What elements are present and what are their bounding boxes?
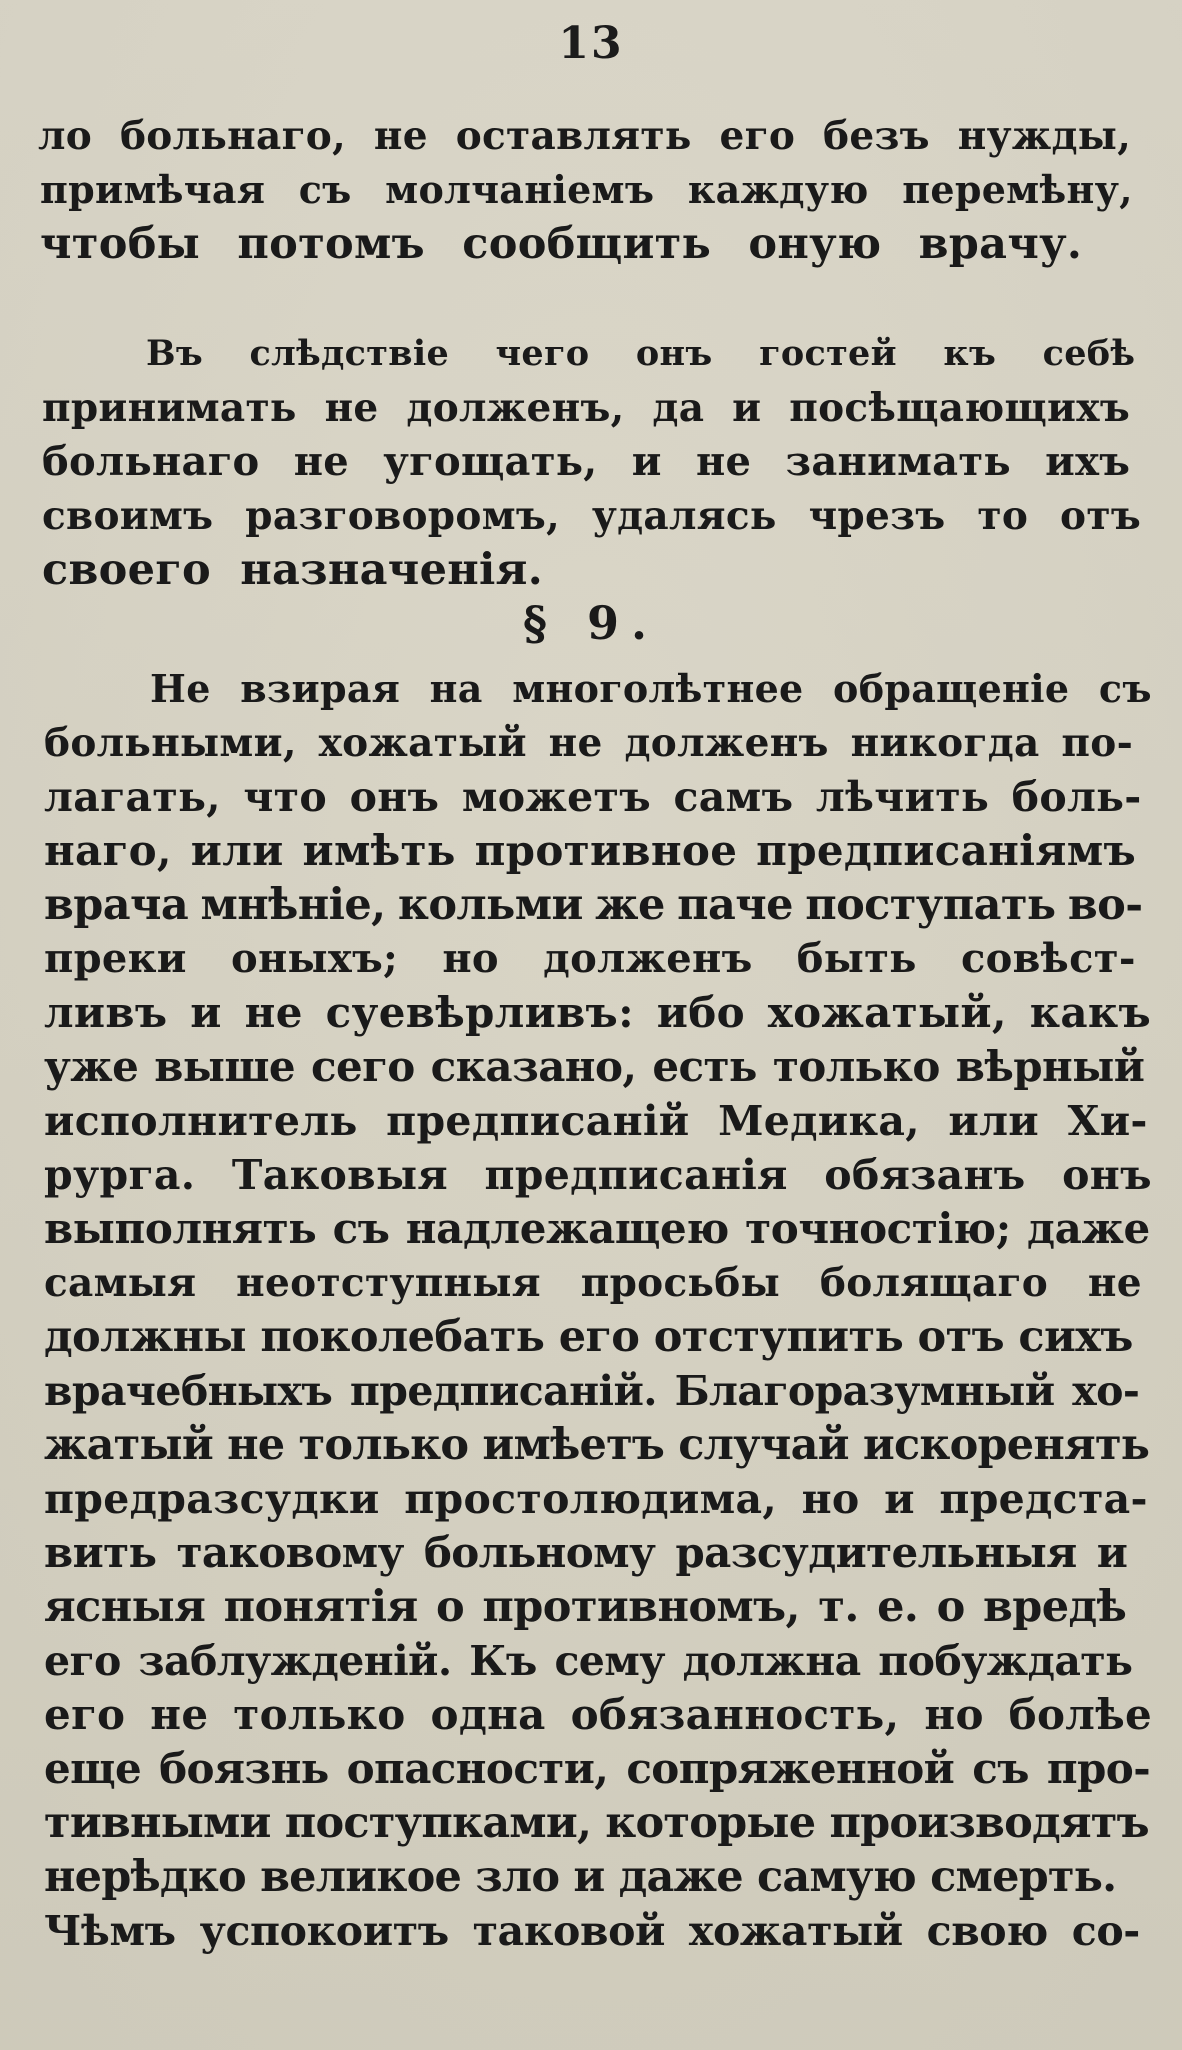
text-line: своего назначенія. [42,545,543,595]
page-number: 13 [558,18,624,69]
text-line: исполнитель предписаній Медика, или Хи- [44,1097,1148,1145]
text-line: рурга. Таковыя предписанія обязанъ онъ [44,1151,1152,1199]
text-line: уже выше сего сказано, есть только вѣрный [44,1042,1145,1091]
text-line: самыя неотступныя просьбы болящаго не [44,1260,1142,1306]
text-line: Въ слѣдствіе чего онъ гостей къ себѣ [146,333,1136,374]
text-line: выполнять съ надлежащею точностію; даже [44,1204,1150,1253]
text-line: его не только одна обязанность, но болѣе [44,1690,1153,1739]
text-line: вить таковому больному разсудительныя и [44,1528,1128,1577]
text-line: врача мнѣніе, кольми же паче поступать во- [44,880,1143,930]
text-line: жатый не только имѣетъ случай искоренять [44,1420,1150,1470]
text-line: примѣчая съ молчаніемъ каждую перемѣну, [40,167,1133,212]
text-line: ясныя понятія о противномъ, т. е. о вредѣ [44,1582,1127,1632]
text-line: должны поколебать его отступить отъ сихъ [44,1312,1133,1362]
text-line: нерѣдко великое зло и даже самую смерть. [44,1852,1117,1902]
text-line: своимъ разговоромъ, удалясь чрезъ то отъ [42,493,1142,539]
text-line: больными, хожатый не долженъ никогда по- [44,720,1134,766]
text-line: Не взирая на многолѣтнее обращеніе съ [150,666,1152,711]
text-line: наго, или имѣть противное предписаніямъ [44,826,1137,875]
text-line: ливъ и не суевѣрливъ: ибо хожатый, какъ [44,988,1151,1037]
text-line: врачебныхъ предписаній. Благоразумный хо- [44,1367,1140,1415]
text-line: предразсудки простолюдима, но и предста- [44,1475,1148,1523]
text-line: преки оныхъ; но долженъ быть совѣст- [44,935,1136,982]
text-line: тивными поступками, которые производятъ [44,1798,1149,1848]
text-line: Чѣмъ успокоитъ таковой хожатый свою со- [44,1907,1140,1955]
text-line: его заблужденій. Къ сему должна побуждать [44,1637,1133,1685]
text-line: ло больнаго, не оставлять его безъ нужды, [38,113,1132,159]
text-line: еще боязнь опасности, сопряженной съ про- [44,1744,1151,1793]
section-heading: § 9. [522,596,660,650]
text-line: чтобы потомъ сообщить оную врачу. [40,219,1083,269]
text-line: больнаго не угощать, и не занимать ихъ [42,438,1131,485]
text-line: лагать, что онъ можетъ самъ лѣчить боль- [44,773,1142,821]
text-line: принимать не долженъ, да и посѣщающихъ [42,385,1131,431]
